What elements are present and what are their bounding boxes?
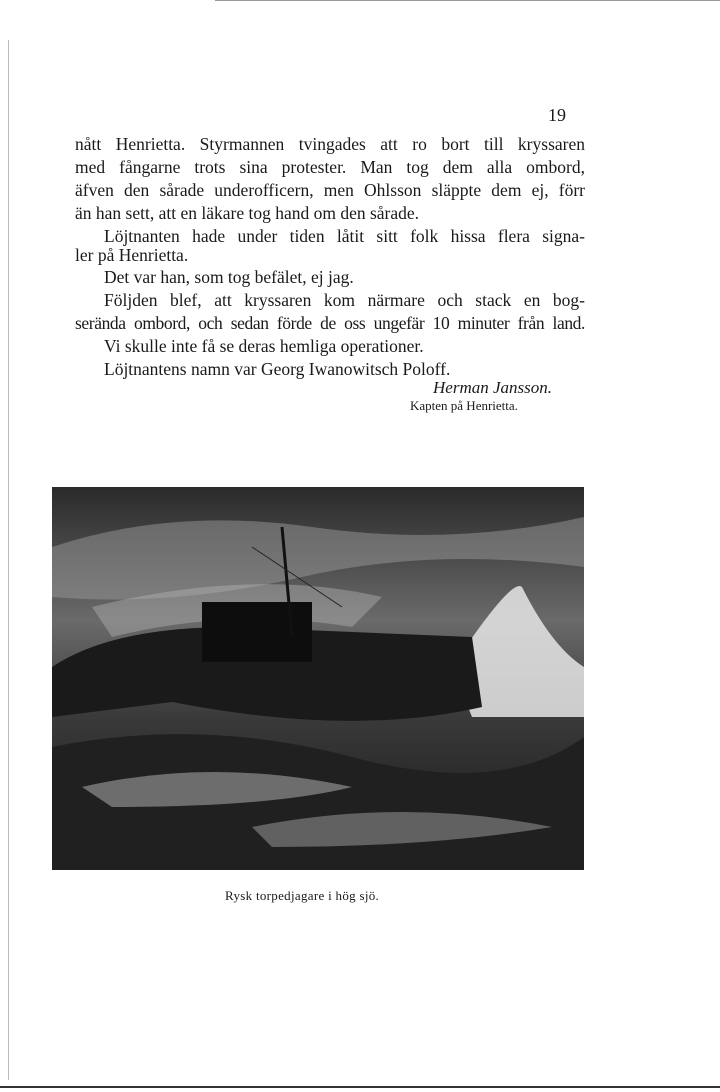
page-number: 19 [548, 105, 566, 125]
body-line: serända ombord, och sedan förde de oss ungefär 10 minuter från land. [75, 313, 585, 333]
body-line: Det var han, som tog befälet, ej jag. [104, 267, 354, 287]
torpedo-boat-photograph [52, 487, 584, 870]
body-line: än han sett, att en läkare tog hand om den sårade. [75, 203, 420, 223]
body-line: Löjtnantens namn var Georg Iwanowitsch Poloff. [104, 359, 451, 379]
signature-title: Kapten på Henrietta. [410, 398, 518, 413]
body-line: Vi skulle inte få se deras hemliga operationer. [104, 336, 424, 356]
signature-name: Herman Jansson. [433, 378, 552, 397]
body-line: Löjtnanten hade under tiden låtit sitt folk hissa flera signa- [104, 226, 585, 246]
body-line: ler på Henrietta. [75, 245, 189, 265]
left-margin-line [8, 40, 9, 1080]
body-line: Följden blef, att kryssaren kom närmare och stack en bog- [104, 290, 585, 310]
bottom-rule [0, 1086, 720, 1088]
figure-caption: Rysk torpedjagare i hög sjö. [225, 888, 380, 903]
top-rule [215, 0, 720, 1]
body-line: äfven den sårade underofficern, men Ohlsson släppte dem ej, förr [75, 180, 585, 200]
body-line: med fångarne trots sina protester. Man tog dem alla ombord, [75, 157, 585, 177]
body-line: nått Henrietta. Styrmannen tvingades att ro bort till kryssaren [75, 134, 585, 154]
